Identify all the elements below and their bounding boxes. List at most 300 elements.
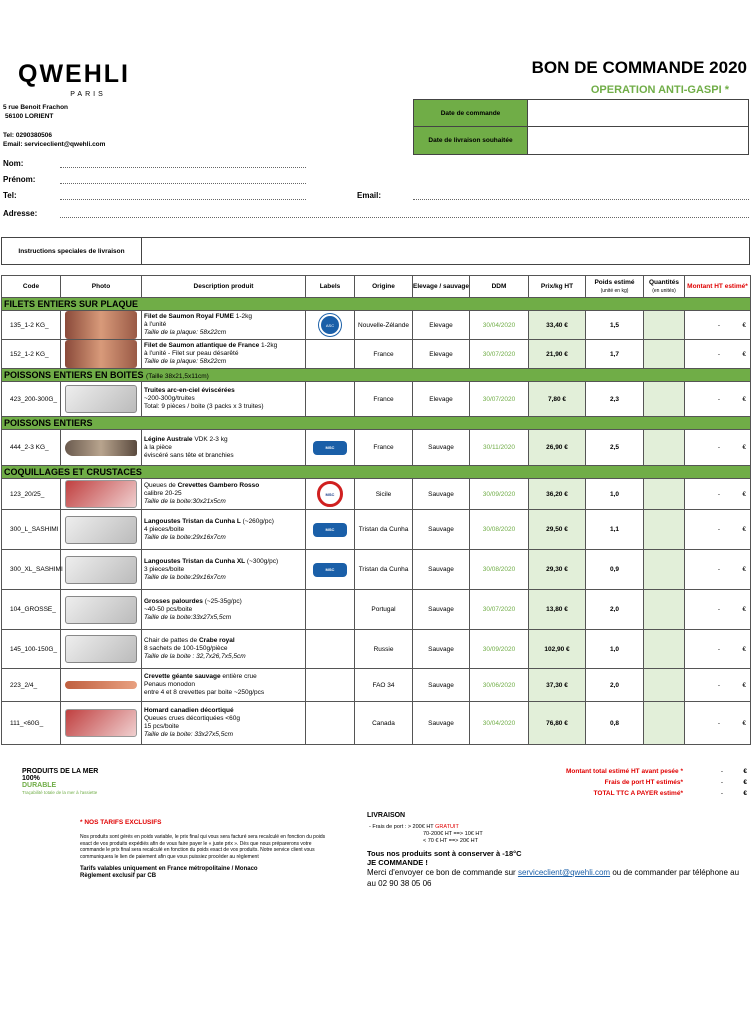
desc-line3: Taille de la boite:30x21x5cm bbox=[144, 498, 226, 505]
product-amount bbox=[685, 702, 751, 745]
product-photo-cell bbox=[61, 669, 142, 702]
delivery-date-field[interactable] bbox=[528, 127, 748, 154]
product-photo bbox=[65, 516, 137, 544]
product-origin: France bbox=[355, 340, 413, 369]
product-amount bbox=[685, 630, 751, 669]
address-email: Email: serviceclient@qwehli.com bbox=[3, 141, 106, 148]
desc-line1 bbox=[144, 387, 303, 395]
product-code: 123_20/25_ bbox=[2, 479, 61, 510]
desc-line3: éviscéré sans tête et branchies bbox=[144, 451, 234, 459]
nom-label: Nom: bbox=[3, 159, 24, 168]
quantity-input[interactable] bbox=[644, 630, 685, 669]
product-ddm: 30/08/2020 bbox=[470, 550, 529, 590]
col-poids-label: Poids estimé bbox=[594, 278, 635, 286]
tarifs-text: Nos produits sont gérés en poids variable, le prix final qui vous sera facturé sera recalculé en fonction du poids exact de vos produits expédiés afin de vous faire payer le « juste prix ». Dès que nous préparerons votre commande le prix final sera recalculé en fonction du poids exact de vos produits. Notre service client vous communiquera le lien de paiement afin que vous puissiez procéder au règlement bbox=[80, 834, 326, 860]
address-city: 56100 LORIENT bbox=[5, 113, 54, 120]
desc-line2: calibre 20-25 bbox=[144, 490, 182, 497]
section-header bbox=[2, 369, 751, 382]
product-label-cell bbox=[306, 479, 355, 510]
product-origin: Russie bbox=[355, 630, 413, 669]
product-weight: 0,8 bbox=[586, 702, 644, 745]
product-type: Sauvage bbox=[413, 430, 470, 466]
col-poids-unit: (unité en kg) bbox=[600, 287, 629, 294]
desc-name: Grosses palourdes bbox=[144, 597, 203, 605]
col-desc: Description produit bbox=[142, 276, 306, 298]
quantity-input[interactable] bbox=[644, 430, 685, 466]
section-title bbox=[2, 466, 751, 479]
section-header bbox=[2, 466, 751, 479]
amount-value: - bbox=[717, 350, 720, 358]
total-row bbox=[347, 777, 747, 788]
product-code: 145_100-150G_ bbox=[2, 630, 61, 669]
product-photo-cell bbox=[61, 311, 142, 340]
desc-line3: Taille de la boite : 32,7x26,7x5,5cm bbox=[144, 653, 246, 660]
product-amount bbox=[685, 340, 751, 369]
product-row bbox=[2, 340, 751, 369]
product-weight: 2,0 bbox=[586, 669, 644, 702]
section-name: COQUILLAGES ET CRUSTACES bbox=[4, 467, 142, 477]
product-label-cell bbox=[306, 430, 355, 466]
desc-line1 bbox=[144, 598, 303, 606]
date-box bbox=[413, 99, 749, 155]
msc-label-icon: MSC bbox=[313, 523, 347, 537]
product-description bbox=[142, 382, 306, 417]
livraison-title: LIVRAISON bbox=[367, 812, 406, 819]
email-label: Email: bbox=[357, 191, 382, 200]
desc-line3: Taille de la plaque: 58x22cm bbox=[144, 329, 227, 336]
total-row bbox=[347, 766, 747, 777]
product-origin: France bbox=[355, 382, 413, 417]
desc-line3: Total: 9 pièces / boite (3 packs x 3 truites) bbox=[144, 403, 264, 410]
product-photo-cell bbox=[61, 340, 142, 369]
desc-prefix: Queues de bbox=[144, 482, 178, 489]
adresse-label: Adresse: bbox=[3, 209, 38, 218]
desc-name: Langoustes Tristan da Cunha L bbox=[144, 517, 241, 525]
prenom-label: Prénom: bbox=[3, 175, 36, 184]
col-qty bbox=[644, 276, 685, 298]
product-origin: France bbox=[355, 430, 413, 466]
page-subtitle: OPERATION ANTI-GASPI * bbox=[590, 84, 729, 96]
order-date-label: Date de commande bbox=[414, 100, 528, 126]
product-photo-cell bbox=[61, 550, 142, 590]
product-price: 33,40 € bbox=[529, 311, 586, 340]
pdm-line1: PRODUITS DE LA MER bbox=[22, 768, 99, 775]
product-ddm: 30/06/2020 bbox=[470, 669, 529, 702]
product-origin: Portugal bbox=[355, 590, 413, 630]
desc-size: (~25-35g/pc) bbox=[202, 597, 242, 605]
col-poids bbox=[586, 276, 644, 298]
product-label-cell bbox=[306, 630, 355, 669]
product-photo-cell bbox=[61, 479, 142, 510]
order-message-2: ou de commander par téléphone au au 02 90 38 05 06 bbox=[367, 868, 740, 888]
product-origin: FAO 34 bbox=[355, 669, 413, 702]
product-photo-cell bbox=[61, 510, 142, 550]
product-price: 29,30 € bbox=[529, 550, 586, 590]
desc-line2: ~40-50 pcs/boite bbox=[144, 605, 193, 613]
desc-line2b: 15 pcs/boite bbox=[144, 723, 180, 730]
product-code: 300_L_SASHIMI bbox=[2, 510, 61, 550]
desc-name: Légine Australe bbox=[144, 435, 193, 443]
product-description bbox=[142, 311, 306, 340]
product-price: 37,30 € bbox=[529, 669, 586, 702]
quantity-input[interactable] bbox=[644, 382, 685, 417]
product-amount bbox=[685, 430, 751, 466]
product-amount bbox=[685, 669, 751, 702]
amount-currency: € bbox=[742, 681, 746, 689]
product-ddm: 30/11/2020 bbox=[470, 430, 529, 466]
product-weight: 0,9 bbox=[586, 550, 644, 590]
amount-value: - bbox=[717, 321, 720, 329]
section-title bbox=[2, 417, 751, 430]
col-montant: Montant HT estimé* bbox=[685, 276, 751, 298]
shipping-line1-text: - Frais de port : > 200€ HT bbox=[369, 824, 436, 830]
shipping-line3: < 70 € HT ==> 20€ HT bbox=[423, 838, 478, 844]
product-type: Sauvage bbox=[413, 550, 470, 590]
section-title bbox=[2, 369, 751, 382]
quantity-input[interactable] bbox=[644, 479, 685, 510]
desc-name: Crabe royal bbox=[198, 637, 235, 644]
product-code: 135_1-2 KG_ bbox=[2, 311, 61, 340]
desc-line1 bbox=[144, 558, 303, 566]
desc-name: Filet de Saumon Royal FUME bbox=[144, 313, 234, 320]
brand-city: PARIS bbox=[70, 91, 106, 98]
tel-label: Tel: bbox=[3, 191, 17, 200]
quantity-input[interactable] bbox=[644, 340, 685, 369]
desc-size: 1-2kg bbox=[233, 313, 253, 320]
product-amount bbox=[685, 382, 751, 417]
col-labels: Labels bbox=[306, 276, 355, 298]
quantity-input[interactable] bbox=[644, 311, 685, 340]
col-prix: Prix/kg HT bbox=[529, 276, 586, 298]
product-origin: Tristan da Cunha bbox=[355, 550, 413, 590]
msc-label-icon: MSC bbox=[313, 441, 347, 455]
product-type: Sauvage bbox=[413, 702, 470, 745]
product-label-cell bbox=[306, 669, 355, 702]
product-price: 21,90 € bbox=[529, 340, 586, 369]
product-photo bbox=[65, 709, 137, 737]
col-ddm: DDM bbox=[470, 276, 529, 298]
product-photo bbox=[65, 556, 137, 584]
desc-line1 bbox=[144, 518, 303, 526]
amount-value: - bbox=[717, 444, 720, 451]
product-origin: Tristan da Cunha bbox=[355, 510, 413, 550]
product-photo bbox=[65, 480, 137, 508]
desc-name: Filet de Saumon atlantique de France bbox=[144, 342, 260, 349]
product-ddm: 30/09/2020 bbox=[470, 479, 529, 510]
product-label-cell bbox=[306, 311, 355, 340]
address-tel: Tel: 0290380506 bbox=[3, 132, 53, 139]
col-qty-unit: (en unités) bbox=[652, 287, 676, 294]
amount-currency: € bbox=[742, 719, 746, 727]
instructions-field[interactable] bbox=[142, 238, 749, 264]
col-elevage: Elevage / sauvage bbox=[413, 276, 470, 298]
product-origin: Canada bbox=[355, 702, 413, 745]
product-ddm: 30/07/2020 bbox=[470, 340, 529, 369]
amount-currency: € bbox=[742, 321, 746, 329]
product-weight: 2,0 bbox=[586, 590, 644, 630]
amount-currency: € bbox=[742, 645, 746, 653]
pdm-line4: Traçabilité totale de la mer à l'assiette bbox=[22, 790, 98, 795]
email-field[interactable] bbox=[413, 199, 749, 200]
desc-size: VDK 2-3 kg bbox=[192, 435, 228, 443]
product-type: Elevage bbox=[413, 340, 470, 369]
delivery-instructions bbox=[1, 237, 750, 265]
total-value: - bbox=[720, 768, 723, 775]
product-label-cell bbox=[306, 590, 355, 630]
product-type: Sauvage bbox=[413, 669, 470, 702]
product-code: 423_200-300G_ bbox=[2, 382, 61, 417]
desc-line3: Taille de la boite:33x27x5,5cm bbox=[144, 613, 232, 621]
product-weight: 1,7 bbox=[586, 340, 644, 369]
pdm-line2: 100% bbox=[22, 775, 40, 782]
product-weight: 1,5 bbox=[586, 311, 644, 340]
product-price: 36,20 € bbox=[529, 479, 586, 510]
product-row bbox=[2, 590, 751, 630]
product-amount bbox=[685, 590, 751, 630]
product-label-cell bbox=[306, 550, 355, 590]
total-label: Montant total estimé HT avant pesée * bbox=[565, 768, 683, 775]
tarifs-block bbox=[80, 819, 330, 880]
tel-field[interactable] bbox=[60, 199, 306, 200]
product-photo-cell bbox=[61, 590, 142, 630]
product-row bbox=[2, 550, 751, 590]
product-photo bbox=[65, 596, 137, 624]
product-code: 104_GROSSE_ bbox=[2, 590, 61, 630]
product-type: Sauvage bbox=[413, 590, 470, 630]
desc-prefix: Chair de pattes de bbox=[144, 637, 199, 644]
product-type: Elevage bbox=[413, 311, 470, 340]
product-photo bbox=[65, 635, 137, 663]
instructions-label: Instructions speciales de livraison bbox=[2, 238, 142, 264]
product-description bbox=[142, 702, 306, 745]
product-row bbox=[2, 311, 751, 340]
quantity-input[interactable] bbox=[644, 550, 685, 590]
desc-line1 bbox=[144, 342, 303, 350]
total-currency: € bbox=[743, 768, 747, 775]
desc-name: Crevette géante sauvage bbox=[144, 673, 221, 680]
desc-line1 bbox=[144, 313, 303, 321]
product-code: 300_XL_SASHIMI bbox=[2, 550, 61, 590]
product-price: 26,90 € bbox=[529, 430, 586, 466]
section-title bbox=[2, 298, 751, 311]
desc-line1 bbox=[144, 436, 303, 444]
desc-name: Homard canadien décortiqué bbox=[144, 707, 234, 714]
product-description bbox=[142, 630, 306, 669]
amount-currency: € bbox=[742, 566, 746, 573]
quantity-input[interactable] bbox=[644, 590, 685, 630]
product-photo bbox=[65, 681, 137, 689]
amount-value: - bbox=[717, 395, 720, 403]
desc-line3: Taille de la boite:29x16x7cm bbox=[144, 533, 226, 541]
sustainable-badge bbox=[22, 768, 98, 796]
amount-value: - bbox=[717, 719, 720, 727]
amount-currency: € bbox=[742, 444, 746, 451]
total-value: - bbox=[720, 779, 723, 786]
desc-name: Truites arc-en-ciel éviscérées bbox=[144, 387, 235, 394]
amount-value: - bbox=[717, 490, 720, 498]
desc-line2: ~200-300g/truites bbox=[144, 395, 195, 402]
product-code: 223_2/4_ bbox=[2, 669, 61, 702]
tarifs-title: * NOS TARIFS EXCLUSIFS bbox=[80, 819, 162, 826]
product-photo-cell bbox=[61, 382, 142, 417]
storage-note: Tous nos produits sont à conserver à -18°C bbox=[367, 849, 522, 858]
page-title: BON DE COMMANDE 2020 bbox=[531, 58, 747, 77]
product-type: Sauvage bbox=[413, 479, 470, 510]
brand-logo bbox=[18, 62, 158, 98]
product-type: Sauvage bbox=[413, 630, 470, 669]
product-row bbox=[2, 382, 751, 417]
desc-name: Langoustes Tristan da Cunha XL bbox=[144, 557, 246, 565]
col-origine: Origine bbox=[355, 276, 413, 298]
product-ddm: 30/04/2020 bbox=[470, 702, 529, 745]
amount-currency: € bbox=[742, 606, 746, 613]
product-amount bbox=[685, 550, 751, 590]
product-label-cell bbox=[306, 702, 355, 745]
product-row bbox=[2, 630, 751, 669]
product-description bbox=[142, 430, 306, 466]
product-origin: Sicile bbox=[355, 479, 413, 510]
desc-line1 bbox=[144, 673, 303, 681]
quantity-input[interactable] bbox=[644, 702, 685, 745]
product-photo bbox=[65, 340, 137, 368]
product-description bbox=[142, 669, 306, 702]
product-weight: 1,0 bbox=[586, 630, 644, 669]
desc-line2: à l'unité - Filet sur peau désarêté bbox=[144, 350, 239, 357]
desc-line1 bbox=[144, 707, 303, 715]
section-note: (Taille 38x21,5x11cm) bbox=[146, 373, 209, 380]
product-amount bbox=[685, 311, 751, 340]
product-ddm: 30/08/2020 bbox=[470, 510, 529, 550]
product-ddm: 30/07/2020 bbox=[470, 382, 529, 417]
amount-value: - bbox=[717, 566, 720, 573]
col-qty-label: Quantités bbox=[649, 278, 679, 286]
product-label-cell bbox=[306, 510, 355, 550]
shipping-line2: 70-200€ HT ==> 10€ HT bbox=[423, 831, 483, 837]
desc-line2: Penaus monodon bbox=[144, 681, 195, 688]
product-description bbox=[142, 590, 306, 630]
desc-line1 bbox=[144, 637, 303, 645]
product-photo bbox=[65, 311, 137, 339]
desc-line2: à la pièce bbox=[144, 443, 172, 451]
service-email-link[interactable]: serviceclient@qwehli.com bbox=[517, 868, 611, 877]
total-row bbox=[347, 788, 747, 799]
tarifs-b2: Règlement exclusif par CB bbox=[80, 873, 157, 879]
product-photo-cell bbox=[61, 702, 142, 745]
desc-size: (~260g/pc) bbox=[240, 517, 274, 525]
product-price: 29,50 € bbox=[529, 510, 586, 550]
col-code: Code bbox=[2, 276, 61, 298]
product-price: 7,80 € bbox=[529, 382, 586, 417]
product-photo bbox=[65, 385, 137, 413]
asc-label-icon: ASC bbox=[319, 314, 341, 336]
desc-size: (~300g/pc) bbox=[245, 557, 279, 565]
desc-line2: 4 pieces/boite bbox=[144, 525, 185, 533]
product-type: Elevage bbox=[413, 382, 470, 417]
delivery-date-label: Date de livraison souhaitée bbox=[414, 127, 528, 154]
section-header bbox=[2, 417, 751, 430]
product-weight: 1,0 bbox=[586, 479, 644, 510]
order-table bbox=[1, 275, 751, 745]
desc-line2: Queues crues décortiquées <60g bbox=[144, 715, 240, 722]
total-currency: € bbox=[743, 779, 747, 786]
order-date-field[interactable] bbox=[528, 100, 748, 126]
product-code: 152_1-2 KG_ bbox=[2, 340, 61, 369]
totals-block bbox=[347, 766, 747, 799]
amount-value: - bbox=[717, 526, 720, 533]
desc-line3: Taille de la plaque: 58x22cm bbox=[144, 358, 227, 365]
desc-line1 bbox=[144, 482, 303, 490]
product-amount bbox=[685, 510, 751, 550]
prenom-field[interactable] bbox=[60, 183, 306, 184]
product-description bbox=[142, 510, 306, 550]
total-currency: € bbox=[743, 790, 747, 797]
quantity-input[interactable] bbox=[644, 510, 685, 550]
product-code: 444_2-3 KG_ bbox=[2, 430, 61, 466]
product-row bbox=[2, 430, 751, 466]
order-cta: JE COMMANDE ! bbox=[367, 858, 428, 867]
product-weight: 2,3 bbox=[586, 382, 644, 417]
product-ddm: 30/07/2020 bbox=[470, 590, 529, 630]
amount-value: - bbox=[717, 606, 720, 613]
product-origin: Nouvelle-Zélande bbox=[355, 311, 413, 340]
product-row bbox=[2, 479, 751, 510]
msc-label-icon: MSC bbox=[313, 563, 347, 577]
product-ddm: 30/09/2020 bbox=[470, 630, 529, 669]
section-name: POISSONS ENTIERS EN BOITES bbox=[4, 370, 144, 380]
product-description bbox=[142, 479, 306, 510]
amount-currency: € bbox=[742, 526, 746, 533]
adresse-field[interactable] bbox=[60, 217, 749, 218]
product-price: 102,90 € bbox=[529, 630, 586, 669]
product-label-cell bbox=[306, 340, 355, 369]
col-photo: Photo bbox=[61, 276, 142, 298]
tarifs-b1: Tarifs valables uniquement en France métropolitaine / Monaco bbox=[80, 866, 258, 872]
product-amount bbox=[685, 479, 751, 510]
product-price: 76,80 € bbox=[529, 702, 586, 745]
amount-currency: € bbox=[742, 350, 746, 358]
quantity-input[interactable] bbox=[644, 669, 685, 702]
product-label-cell bbox=[306, 382, 355, 417]
total-value: - bbox=[720, 790, 723, 797]
product-photo-cell bbox=[61, 630, 142, 669]
desc-line2: 3 pieces/boite bbox=[144, 565, 185, 573]
desc-line2: à l'unité bbox=[144, 321, 167, 328]
livraison-block bbox=[367, 812, 747, 889]
product-ddm: 30/04/2020 bbox=[470, 311, 529, 340]
product-price: 13,80 € bbox=[529, 590, 586, 630]
amount-currency: € bbox=[742, 490, 746, 498]
brand-name: QWEHLI bbox=[18, 60, 130, 88]
amount-value: - bbox=[717, 681, 720, 689]
desc-line3: entre 4 et 8 crevettes par boite ~250g/pcs bbox=[144, 689, 265, 696]
desc-size: entière crue bbox=[220, 673, 257, 680]
product-photo-cell bbox=[61, 430, 142, 466]
amount-value: - bbox=[717, 645, 720, 653]
desc-line3: Taille de la boite:29x16x7cm bbox=[144, 573, 226, 581]
product-code: 111_<60G_ bbox=[2, 702, 61, 745]
nom-field[interactable] bbox=[60, 167, 306, 168]
amount-currency: € bbox=[742, 395, 746, 403]
product-weight: 1,1 bbox=[586, 510, 644, 550]
order-message-1: Merci d'envoyer ce bon de commande sur bbox=[367, 868, 518, 877]
desc-name: Crevettes Gambero Rosso bbox=[177, 482, 260, 489]
address-street: 5 rue Benoit Frachon bbox=[3, 104, 69, 111]
sustainable-label-icon: MSC bbox=[317, 481, 343, 507]
product-row bbox=[2, 702, 751, 745]
desc-size: 1-2kg bbox=[259, 342, 278, 349]
order-message bbox=[367, 867, 747, 889]
total-label: Frais de port HT estimés* bbox=[604, 779, 683, 786]
